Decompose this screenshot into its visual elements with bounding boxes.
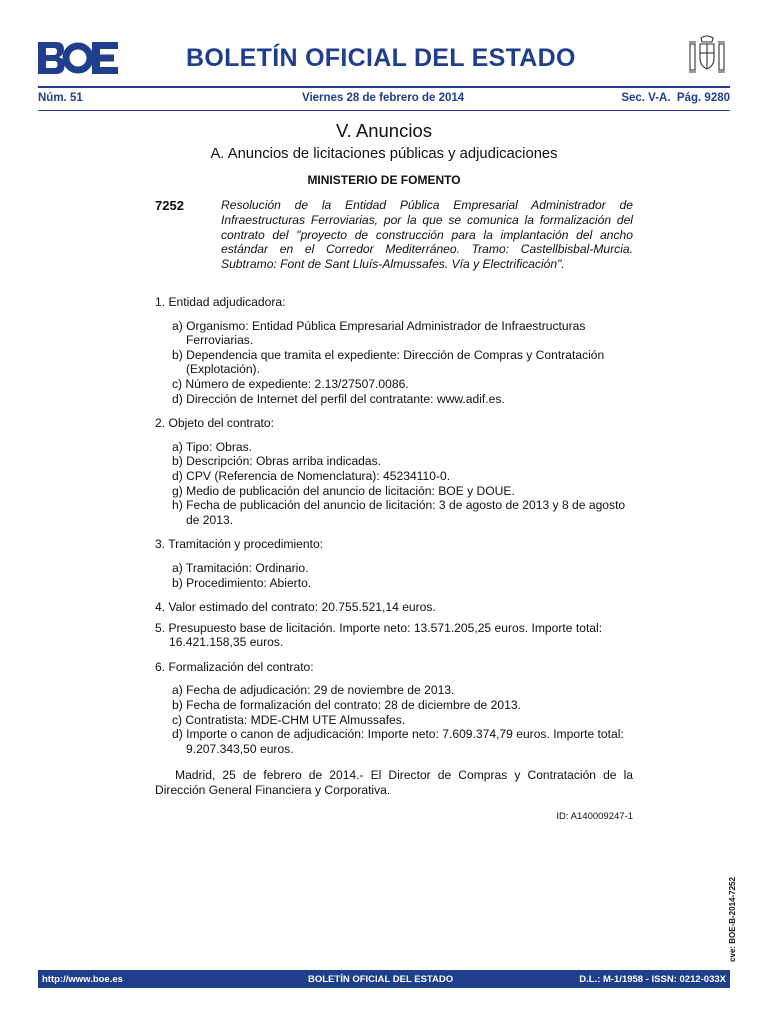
cve-code: cve: BOE-B-2014-7252 bbox=[728, 877, 737, 962]
section-2-h: h) Fecha de publicación del anuncio de licitación: 3 de agosto de 2013 y 8 de agosto de 2013. bbox=[172, 498, 626, 527]
signature: Madrid, 25 de febrero de 2014.- El Director de Compras y Contratación de la Dirección General Financiera y Corporativa. bbox=[155, 768, 633, 798]
section-6-c: c) Contratista: MDE-CHM UTE Almussafes. bbox=[172, 712, 406, 727]
section-2-d: d) CPV (Referencia de Nomenclatura): 45234110-0. bbox=[172, 468, 451, 483]
section-4-text: 4. Valor estimado del contrato: 20.755.521,14 euros. bbox=[155, 600, 436, 615]
section-6-b: b) Fecha de formalización del contrato: 28 de diciembre de 2013. bbox=[172, 698, 521, 713]
gazette-title: BOLETÍN OFICIAL DEL ESTADO bbox=[186, 44, 576, 72]
section-1-title: 1. Entidad adjudicadora: bbox=[155, 295, 286, 309]
section-6 bbox=[155, 660, 633, 757]
section-page: Sec. V-A. Pág. 9280 bbox=[621, 92, 730, 104]
footer-legal: D.L.: M-1/1958 - ISSN: 0212-033X bbox=[579, 974, 726, 985]
footer-title: BOLETÍN OFICIAL DEL ESTADO bbox=[308, 974, 454, 985]
boe-logo bbox=[38, 42, 118, 74]
issue-date: Viernes 28 de febrero de 2014 bbox=[302, 92, 465, 104]
footer-url-link[interactable]: http://www.boe.es bbox=[42, 974, 123, 985]
section-5 bbox=[155, 621, 633, 650]
issue-number: Núm. 51 bbox=[38, 92, 83, 104]
header-rule bbox=[38, 86, 730, 88]
section-2-b: b) Descripción: Obras arriba indicadas. bbox=[172, 454, 382, 469]
footer-bar bbox=[38, 970, 730, 988]
section-3-a: a) Tramitación: Ordinario. bbox=[172, 560, 309, 575]
section-2-a: a) Tipo: Obras. bbox=[172, 439, 252, 454]
section-5-text: 5. Presupuesto base de licitación. Importe neto: 13.571.205,25 euros. Importe total: 16.421.158,35 euros. bbox=[155, 620, 603, 650]
section-2 bbox=[155, 416, 633, 527]
section-subtitle: A. Anuncios de licitaciones públicas y adjudicaciones bbox=[210, 146, 558, 162]
section-2-title: 2. Objeto del contrato: bbox=[155, 416, 274, 431]
section-1-b: b) Dependencia que tramita el expediente: Dirección de Compras y Contratación (Explotación). bbox=[172, 347, 605, 377]
section-6-d: d) Importe o canon de adjudicación: Importe neto: 7.609.374,79 euros. Importe total: 9.207.343,50 euros. bbox=[172, 727, 624, 756]
section-6-a: a) Fecha de adjudicación: 29 de noviembre de 2013. bbox=[172, 683, 455, 698]
ministry-heading: MINISTERIO DE FOMENTO bbox=[307, 173, 461, 187]
document-id: ID: A140009247-1 bbox=[556, 810, 633, 822]
meta-rule bbox=[38, 110, 730, 111]
section-3-b: b) Procedimiento: Abierto. bbox=[172, 575, 312, 590]
announcement-body bbox=[155, 295, 633, 824]
announcement-resolution: Resolución de la Entidad Pública Empresarial Administrador de Infraestructuras Ferroviarias, por la que se comunica la formalización del contrato del "proyecto de construcción para la implantación del ancho estándar en el Corredor Mediterráneo. Tramo: Castellbisbal-Murcia. Subtramo: Font de Sant Lluís-Almussafes. Vía y Electrificación". bbox=[221, 198, 633, 272]
section-3 bbox=[155, 537, 633, 590]
section-title: V. Anuncios bbox=[335, 120, 432, 141]
section-2-g: g) Medio de publicación del anuncio de licitación: BOE y DOUE. bbox=[172, 483, 515, 498]
section-3-title: 3. Tramitación y procedimiento: bbox=[155, 537, 324, 552]
section-1 bbox=[155, 295, 633, 406]
section-6-title: 6. Formalización del contrato: bbox=[155, 659, 314, 674]
section-4 bbox=[155, 600, 633, 615]
section-1-a: a) Organismo: Entidad Pública Empresarial Administrador de Infraestructuras Ferroviarias. bbox=[172, 318, 586, 348]
coat-of-arms-icon bbox=[686, 34, 728, 76]
section-1-c: c) Número de expediente: 2.13/27507.0086. bbox=[172, 376, 409, 391]
section-1-d: d) Dirección de Internet del perfil del contratante: www.adif.es. bbox=[172, 391, 505, 406]
announcement-number: 7252 bbox=[155, 198, 184, 213]
